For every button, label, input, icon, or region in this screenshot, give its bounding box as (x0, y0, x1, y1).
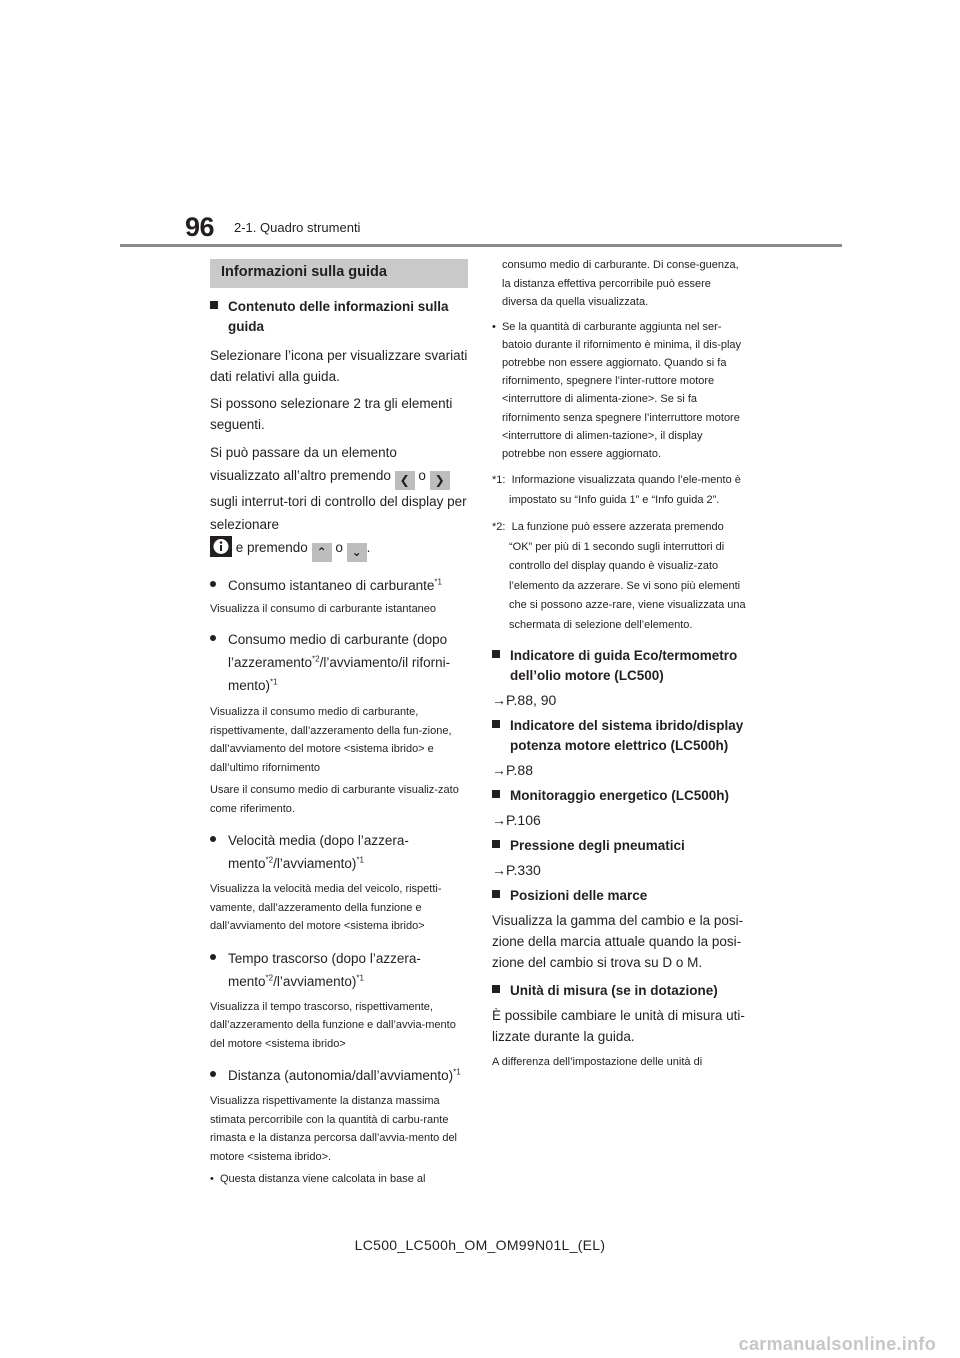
item-instant-consumption: Consumo istantaneo di carburante$^{*1}$ (210, 574, 470, 597)
footnote-1: *1: Informazione visualizzata quando l’ele-mento è impostato su “Info guida 1” e “Info guida 2”. (492, 474, 741, 506)
arrow-right-icon: → (492, 862, 506, 879)
heading-eco-indicator: Indicatore di guida Eco/termometro dell’olio motore (LC500) (492, 646, 748, 686)
paragraph-switch-items: Si può passare da un elemento visualizzato all’altro premendo ❮ o ❯ sugli interrut-tori di controllo del display per selezionare e premendo ⌃ o ⌄ . (210, 441, 470, 562)
paragraph-select-icon: Selezionare l’icona per visualizzare svariati dati relativi alla guida. (210, 348, 468, 384)
heading-driving-info-content: Contenuto delle informazioni sulla guida (210, 297, 470, 337)
ref-tire-pressure: →P.330 (492, 862, 541, 879)
section-box-title: Informazioni sulla guida (210, 259, 468, 288)
footnote-2: *2: La funzione può essere azzerata premendo “OK” per più di 1 secondo sugli interruttori di controllo del display quando è visualiz-zato l’elemento da azzerare. Se vi sono più elementi che si possono azze-rare, viene visualizzata una schermata di selezione dell’elemento. (492, 521, 746, 631)
chevron-left-icon: ❮ (395, 471, 415, 490)
paragraph-select-two: Si possono selezionare 2 tra gli elementi seguenti. (210, 396, 453, 432)
arrow-right-icon: → (492, 762, 506, 779)
square-bullet-icon (492, 985, 500, 993)
arrow-right-icon: → (492, 812, 506, 829)
item-average-consumption: Consumo medio di carburante (dopo l’azzeramento$^{*2}$/l’avviamento/il riforni-mento)$^{*1}$ (210, 628, 470, 697)
ref-hybrid-indicator: →P.88 (492, 762, 533, 779)
refuel-note: • Se la quantità di carburante aggiunta nel ser-batoio durante il rifornimento è minima, il dis-play potrebbe non essere aggiornato. Quando si fa rifornimento, spegnere l’inter-ruttore motore <interruttore di alimenta-zione>. Se si fa rifornimento senza spegnere l’interruttore motore <interruttore di alimen-tazione>, il display potrebbe non essere aggiornato. (492, 320, 742, 460)
item-distance: Distanza (autonomia/dall’avviamento)$^{*1}$ (210, 1064, 470, 1087)
dot-bullet-icon (210, 581, 216, 587)
left-column (210, 297, 470, 1189)
ref-eco-indicator: →P.88, 90 (492, 692, 557, 709)
watermark: carmanualsonline.info (738, 1334, 936, 1354)
arrow-right-icon: → (492, 692, 506, 709)
item-average-speed: Velocità media (dopo l’azzera-mento$^{*2}$/l’avviamento)$^{*1}$ (210, 829, 470, 875)
item-distance-subnote: • Questa distanza viene calcolata in base al (210, 1173, 426, 1185)
item-elapsed-time: Tempo trascorso (dopo l’azzera-mento$^{*2}$/l’avviamento)$^{*1}$ (210, 947, 470, 993)
heading-tire-pressure: Pressione degli pneumatici (492, 836, 748, 856)
paragraph-gear-positions: Visualizza la gamma del cambio e la posi-zione della marcia attuale quando la posi-zione del cambio si trova su D o M. (492, 913, 744, 971)
header-divider (120, 244, 842, 247)
item-elapsed-time-desc: Visualizza il tempo trascorso, rispettivamente, dall’azzeramento della funzione e dall’avvia-mento del motore <sistema ibrido> (210, 1000, 456, 1050)
square-bullet-icon (492, 790, 500, 798)
square-bullet-icon (210, 301, 218, 309)
square-bullet-icon (492, 890, 500, 898)
dot-bullet-icon (210, 954, 216, 960)
heading-units: Unità di misura (se in dotazione) (492, 981, 748, 1001)
item-average-consumption-note: Usare il consumo medio di carburante visualiz-zato come riferimento. (210, 784, 459, 815)
section-title: 2-1. Quadro strumenti (234, 220, 361, 235)
chevron-right-icon: ❯ (430, 471, 450, 490)
right-column (492, 256, 748, 1072)
info-icon (210, 536, 232, 557)
square-bullet-icon (492, 650, 500, 658)
paragraph-units: È possibile cambiare le unità di misura uti-lizzate durante la guida. (492, 1008, 745, 1045)
item-instant-consumption-desc: Visualizza il consumo di carburante istantaneo (210, 603, 437, 615)
ref-energy-monitor: →P.106 (492, 812, 541, 829)
item-average-speed-desc: Visualizza la velocità media del veicolo, rispetti-vamente, dall’azzeramento della funzione e dall’avviamento del motore <sistema ibrido> (210, 883, 442, 932)
item-average-consumption-desc: Visualizza il consumo medio di carburante, rispettivamente, dall’azzeramento della fun-zione, dall’avviamento del motore <sistema ibrido> e dall’ultimo rifornimento (210, 706, 452, 774)
dot-bullet-icon (210, 1071, 216, 1077)
heading-energy-monitor: Monitoraggio energetico (LC500h) (492, 786, 748, 806)
heading-hybrid-indicator: Indicatore del sistema ibrido/display potenza motore elettrico (LC500h) (492, 716, 748, 756)
dot-bullet-icon (210, 635, 216, 641)
dot-bullet-icon (210, 836, 216, 842)
distance-note-continued: consumo medio di carburante. Di conse-guenza, la distanza effettiva percorribile può essere diversa da quella visualizzata. (502, 259, 739, 308)
page-number: 96 (185, 212, 215, 242)
item-distance-desc: Visualizza rispettivamente la distanza massima stimata percorribile con la quantità di carbu-rante rimasta e la distanza percorsa dall’avvia-mento del motore <sistema ibrido>. (210, 1095, 458, 1163)
chevron-up-icon: ⌃ (312, 543, 332, 562)
square-bullet-icon (492, 840, 500, 848)
manual-code-footer: LC500_LC500h_OM_OM99N01L_(EL) (354, 1237, 606, 1253)
paragraph-units-continued: A differenza dell’impostazione delle unità di (492, 1056, 703, 1069)
chevron-down-icon: ⌄ (347, 543, 367, 562)
square-bullet-icon (492, 720, 500, 728)
heading-gear-positions: Posizioni delle marce (492, 886, 748, 906)
